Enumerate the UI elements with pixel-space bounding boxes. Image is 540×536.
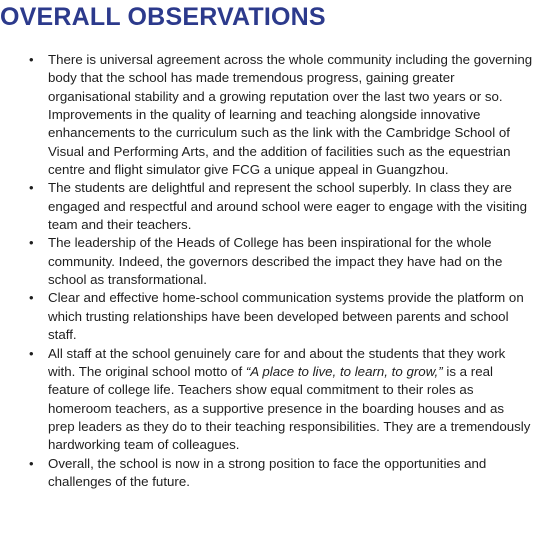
list-item: [0, 289, 540, 344]
bullet-marker: •: [29, 180, 34, 196]
observation-text: There is universal agreement across the whole community including the governing body that the school has made tremendous progress, gaining greater organisational stability and a growing reputation over the last two years or so. Improvements in the quality of learning and teaching alongside innovative enhancements to the curriculum such as the link with the Cambridge School of Visual and Performing Arts, and the addition of facilities such as the equestrian centre and flight simulator give FCG a unique appeal in Guangzhou.: [48, 52, 533, 178]
list-item: [0, 345, 540, 455]
page-title: OVERALL OBSERVATIONS: [0, 3, 326, 31]
observations-list: [0, 51, 540, 491]
observation-text-before-quote: All staff at the school genuinely care for and about the students that they work with. The original school motto of: [48, 345, 506, 379]
school-motto-quote: “A place to live, to learn, to grow,”: [245, 363, 443, 379]
list-item: [0, 179, 540, 234]
observation-text: Clear and effective home-school communication systems provide the platform on which trusting relationships have been developed between parents and school staff.: [48, 290, 524, 343]
bullet-marker: •: [29, 290, 34, 306]
list-item: [0, 455, 540, 492]
observation-text: The students are delightful and represent the school superbly. In class they are engaged and respectful and around school were eager to engage with the visiting team and their teachers.: [48, 180, 528, 233]
bullet-marker: •: [29, 235, 34, 251]
list-item: [0, 234, 540, 289]
observation-text: The leadership of the Heads of College has been inspirational for the whole community. Indeed, the governors described the impact they have had on the school as transformational.: [48, 235, 503, 288]
bullet-marker: •: [29, 52, 34, 67]
observation-text-after-quote: is a real feature of college life. Teachers show equal commitment to their roles as homeroom teachers, as a supportive presence in the boarding houses and as prep leaders as they do to their teaching responsibilities. They are a tremendously hardworking team of colleagues.: [48, 363, 531, 453]
list-item: [0, 51, 540, 179]
bullet-marker: •: [29, 455, 34, 471]
bullet-marker: •: [29, 345, 34, 361]
observation-text: Overall, the school is now in a strong position to face the opportunities and challenges of the future.: [48, 455, 487, 489]
